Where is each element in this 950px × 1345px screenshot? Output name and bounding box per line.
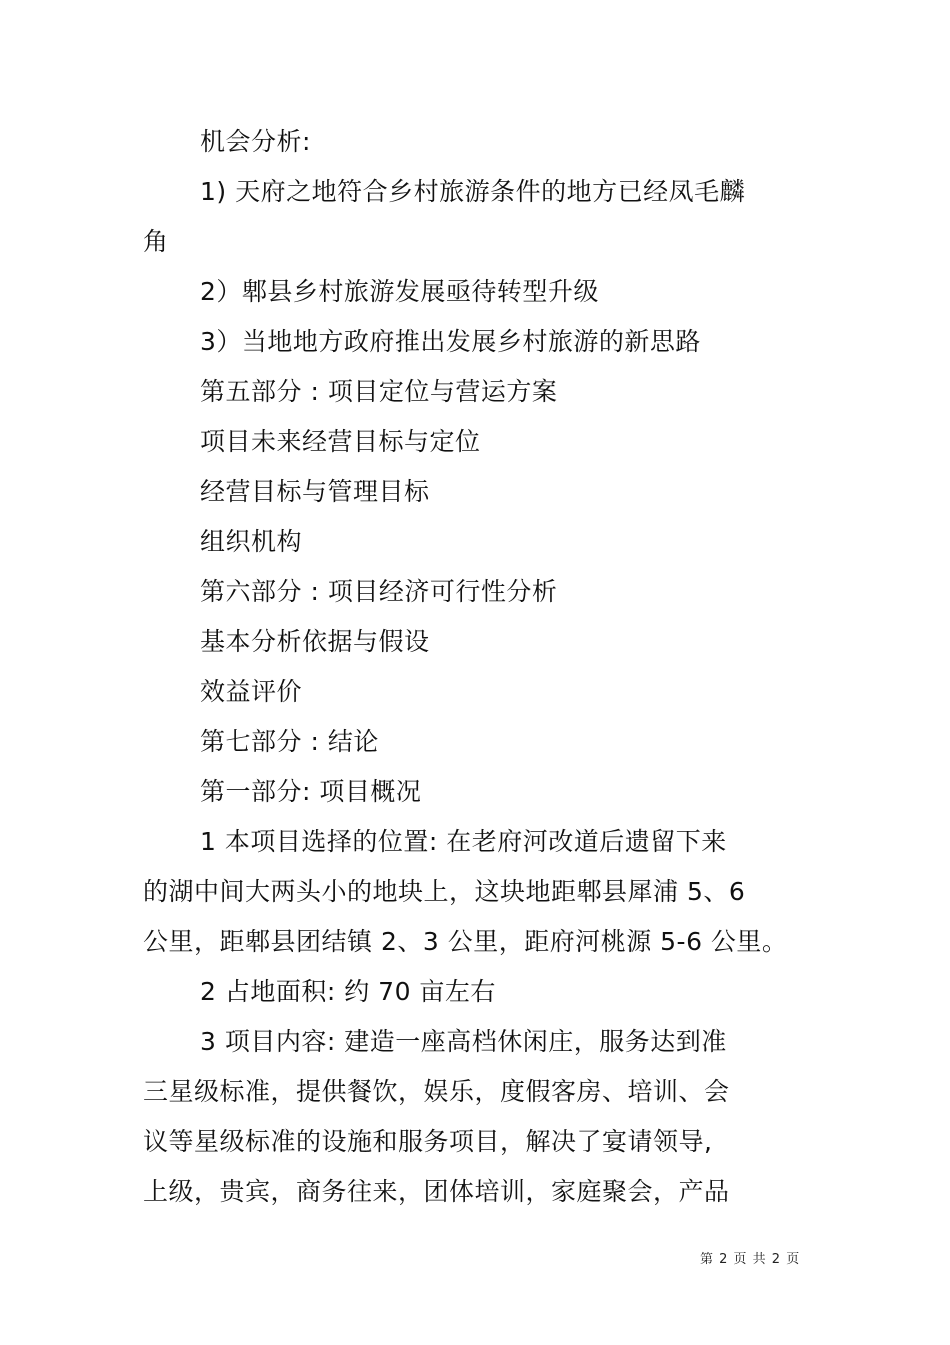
page-number: 第 2 页 共 2 页 xyxy=(700,1252,801,1267)
section-heading: 第七部分 : 结论 xyxy=(200,727,379,756)
text-line: 基本分析依据与假设 xyxy=(200,627,430,656)
text-line: 组织机构 xyxy=(200,527,303,556)
text-line: 上级，贵宾，商务往来，团体培训，家庭聚会，产品 xyxy=(143,1177,730,1206)
text-line: 三星级标准，提供餐饮，娱乐，度假客房、培训、会 xyxy=(143,1077,730,1106)
text-line: 公里，距郫县团结镇 2、3 公里，距府河桃源 5-6 公里。 xyxy=(143,927,788,956)
text-line: 项目未来经营目标与定位 xyxy=(200,427,481,456)
text-line: 3 项目内容: 建造一座高档休闲庄，服务达到准 xyxy=(200,1027,727,1056)
section-heading: 第六部分 : 项目经济可行性分析 xyxy=(200,577,558,606)
text-line: 效益评价 xyxy=(200,677,303,706)
section-heading: 第一部分: 项目概况 xyxy=(200,777,422,806)
text-line: 角 xyxy=(143,227,169,256)
text-line: 的湖中间大两头小的地块上，这块地距郫县犀浦 5、6 xyxy=(143,877,746,906)
section-heading: 第五部分 : 项目定位与营运方案 xyxy=(200,377,558,406)
text-line: 3）当地地方政府推出发展乡村旅游的新思路 xyxy=(200,327,701,356)
text-line: 2）郫县乡村旅游发展亟待转型升级 xyxy=(200,277,599,306)
text-line: 2 占地面积: 约 70 亩左右 xyxy=(200,977,496,1006)
text-line: 1) 天府之地符合乡村旅游条件的地方已经凤毛麟 xyxy=(200,177,746,206)
text-line: 议等星级标准的设施和服务项目，解决了宴请领导, xyxy=(143,1127,713,1156)
text-line: 经营目标与管理目标 xyxy=(200,477,430,506)
text-line: 1 本项目选择的位置: 在老府河改道后遗留下来 xyxy=(200,827,727,856)
text-line: 机会分析: xyxy=(200,127,311,156)
